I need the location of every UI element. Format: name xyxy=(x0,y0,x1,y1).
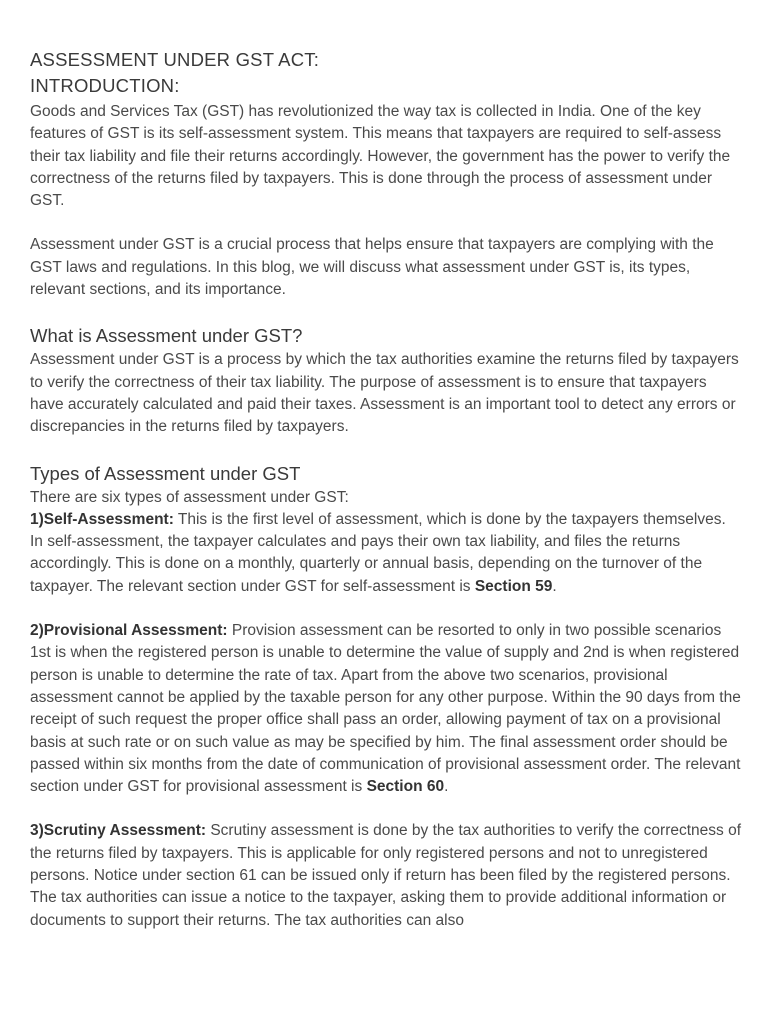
section-reference: Section 59 xyxy=(474,577,553,595)
type-scrutiny-assessment xyxy=(30,820,742,931)
types-intro: There are six types of assessment under GST: xyxy=(30,488,349,506)
document xyxy=(30,47,742,932)
type-text: Provision assessment can be resorted to only in two possible scenarios 1st is when the registered person is unable to determine the value of supply and 2nd is when registered person is unable to determine the rate of tax. Apart from the above two scenarios, provisional assessment cannot be applied by the taxable person for any other purpose. Within the 90 days from the receipt of such request the proper office shall pass an order, allowing payment of tax on a provisional basis at such rate or on such value as may be specified by him. The final assessment order should be passed within six months from the date of communication of provisional assessment order. The relevant section under GST for provisional assessment is xyxy=(30,622,741,796)
type-text: Scrutiny assessment is done by the tax authorities to verify the correctness of the returns filed by taxpayers. This is applicable for only registered persons and not to unregistered persons. Notice under section 61 can be issued only if return has been filed by the registered persons. The tax authorities can issue a notice to the taxpayer, asking them to provide additional information or documents to support their returns. The tax authorities can also xyxy=(30,822,742,929)
type-label: 2)Provisional Assessment: xyxy=(30,622,228,640)
type-provisional-assessment: 2)Provisional Assessment: Provision assessment can be resorted to only in two possible scenarios 1st is when the registered person is unable to determine the value of supply and 2nd is when registered person is unable to determine the rate of tax. Apart from the above two scenarios, provisional assessment cannot be applied by the taxable person for any other purpose. Within the 90 days from the receipt of such request the proper office shall pass an order, allowing payment of tax on a provisional basis at such rate or on such value as may be specified by him. The final assessment order should be passed within six months from the date of communication of provisional assessment order. The relevant section under GST for provisional assessment is Section 60. xyxy=(30,622,741,796)
type-label: 3)Scrutiny Assessment: xyxy=(30,822,207,840)
types-of-assessment-heading: Types of Assessment under GST xyxy=(30,462,301,484)
section-reference: Section 60 xyxy=(366,778,445,796)
type-text: This is the first level of assessment, which is done by the taxpayers themselves. In self-assessment, the taxpayer calculates and pays their own tax liability, and files the returns accordingly. This is done on a monthly, quarterly or annual basis, depending on the turnover of the taxpayer. The relevant section under GST for self-assessment is xyxy=(30,510,726,595)
type-label: 1)Self-Assessment: xyxy=(30,510,174,528)
intro-paragraph-1: Goods and Services Tax (GST) has revolutionized the way tax is collected in India. One of the key features of GST is its self-assessment system. This means that taxpayers are required to self-assess their tax liability and file their returns accordingly. However, the government has the power to verify the correctness of the returns filed by taxpayers. This is done through the process of assessment under GST. xyxy=(30,103,731,210)
document-title: ASSESSMENT UNDER GST ACT: xyxy=(30,49,320,70)
intro-heading: INTRODUCTION: xyxy=(30,75,180,96)
intro-paragraph-2: Assessment under GST is a crucial process that helps ensure that taxpayers are complying with the GST laws and regulations. In this blog, we will discuss what assessment under GST is, its types, relevant sections, and its importance. xyxy=(30,236,714,299)
type-self-assessment: 1)Self-Assessment: This is the first level of assessment, which is done by the taxpayers themselves. In self-assessment, the taxpayer calculates and pays their own tax liability, and files the returns accordingly. This is done on a monthly, quarterly or annual basis, depending on the turnover of the taxpayer. The relevant section under GST for self-assessment is Section 59. xyxy=(30,510,726,595)
what-is-assessment-paragraph: Assessment under GST is a process by which the tax authorities examine the returns filed by taxpayers to verify the correctness of their tax liability. The purpose of assessment is to ensure that taxpayers have accurately calculated and paid their taxes. Assessment is an important tool to detect any errors or discrepancies in the returns filed by taxpayers. xyxy=(30,351,739,436)
what-is-assessment-heading: What is Assessment under GST? xyxy=(30,325,303,347)
